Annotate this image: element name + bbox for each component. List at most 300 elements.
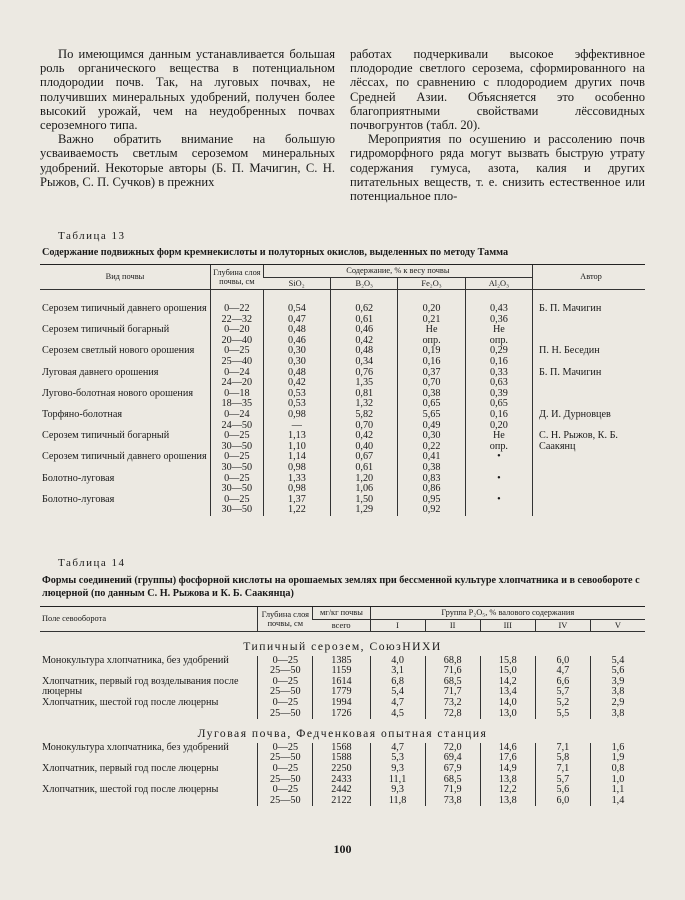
table-row [40,325,645,346]
cell-fe2o3 [398,495,465,516]
cell-line: 25—50 [270,686,301,698]
cell-line: 4,5 [391,707,404,719]
cell-depth [210,410,263,431]
header-group: Группа P₂O₅, % валового содержания [370,607,645,620]
table-14 [40,606,645,806]
cell-depth [210,346,263,367]
cell-line: 0,16 [422,355,441,367]
cell-line: 1568 [331,741,352,753]
cell-depth [258,677,313,698]
cell-line: 0,41 [422,451,441,463]
cell-line: 72,8 [443,707,462,719]
cell-line: 1,20 [355,472,374,484]
cell-g2 [425,785,480,806]
cell-line: 1,50 [355,493,374,505]
cell-line: 1,06 [355,483,374,495]
cell-line: 68,5 [443,675,462,687]
cell-depth [258,785,313,806]
cell-g2 [425,764,480,785]
cell-line: 15,8 [498,654,517,666]
cell-g5 [590,743,645,764]
cell-fe2o3 [398,325,465,346]
cell-depth [210,290,263,326]
cell-sio2 [263,290,330,326]
cell-line: Не [492,324,505,336]
cell-total [313,785,370,806]
cell-line: 1,13 [287,430,306,442]
cell-sio2 [263,410,330,431]
cell-line: 5,7 [556,686,570,698]
header-content: Содержание, % к весу почвы [263,265,532,278]
cell-b2o3 [331,410,398,431]
cell-g5 [590,785,645,806]
text-column-right [350,47,645,207]
cell-depth [210,368,263,389]
cell-line: 0,36 [489,313,508,325]
cell-line: 0,65 [422,398,441,410]
cell-line: 1,32 [355,398,374,410]
cell-line: опр. [489,334,508,346]
cell-line: 0—25 [224,345,250,357]
cell-line: 0—25 [272,762,299,774]
cell-line: 0—25 [224,430,250,442]
cell-b2o3 [331,346,398,367]
cell-line: 18—35 [221,398,253,410]
cell-g1 [370,785,425,806]
cell-g1 [370,698,425,719]
cell-line: 1,10 [287,440,306,452]
cell-line: 0—25 [272,741,299,753]
cell-fe2o3 [398,368,465,389]
cell-g3 [480,764,535,785]
cell-line [468,463,530,474]
cell-field: Хлопчатник, шестой год после люцерны [42,696,219,708]
cell-soil: Торфяно-болотная [42,408,123,420]
paragraph: Важно обратить внимание на большую усваиваемость светлым сероземом минеральных удобрений. Некоторые авторы (Б. П. Мачигин, С. Н. Рыжов, С. П. Сучков) в прежних [40,132,335,189]
cell-sio2 [263,431,330,452]
cell-depth [210,431,263,452]
cell-line: Не [425,324,438,336]
cell-line: 1994 [331,696,352,708]
cell-line: 0,46 [287,334,306,346]
cell-total [313,698,370,719]
cell-g4 [535,743,590,764]
cell-line: 0,76 [355,366,374,378]
cell-line: 0,39 [489,387,508,399]
cell-line: 1,35 [355,377,374,389]
header-soil: Вид почвы [40,265,210,290]
cell-line: 25—50 [270,665,301,677]
cell-line: 69,4 [443,752,462,764]
cell-g3 [480,743,535,764]
cell-line: 0,67 [355,451,374,463]
cell-line: 1614 [331,675,352,687]
cell-line: 7,1 [556,762,570,774]
cell-line: 1385 [331,654,352,666]
cell-line: 13,8 [498,773,517,785]
cell-al2o3 [465,346,532,367]
cell-line: 6,8 [391,675,404,687]
cell-g5 [590,698,645,719]
cell-line: 0,16 [489,408,508,420]
cell-line: 0,38 [422,461,441,473]
cell-line: 4,0 [391,654,404,666]
cell-g3 [480,656,535,677]
header-g3: III [480,619,535,632]
cell-fe2o3 [398,410,465,431]
cell-line: 0,37 [422,366,441,378]
cell-line: 5,4 [391,686,404,698]
cell-line: 2250 [331,762,352,774]
cell-line: • [497,472,501,484]
cell-author: С. Н. Рыжов, К. Б. Саакянц [533,431,645,452]
cell-line: 13,4 [498,686,517,698]
cell-line: 30—50 [221,440,253,452]
cell-line: 3,9 [611,675,625,687]
cell-line: 5,82 [355,408,374,420]
cell-line: 3,8 [611,686,625,698]
cell-depth [258,698,313,719]
cell-line: 12,2 [498,784,517,796]
cell-g4 [535,698,590,719]
table-row [40,656,645,677]
cell-line: 0,65 [489,398,508,410]
cell-line: 0—25 [224,451,250,463]
cell-line: 1726 [331,707,352,719]
cell-b2o3 [331,325,398,346]
cell-line: 0,47 [287,313,306,325]
cell-line: Не [492,430,505,442]
header-al2o3: Al₂O₃ [465,277,532,290]
cell-soil: Болотно-луговая [42,472,115,484]
cell-line: 14,2 [498,675,517,687]
cell-field: Хлопчатник, первый год после люцерны [42,762,219,774]
cell-line: 24—50 [221,419,253,431]
cell-depth [210,389,263,410]
cell-line: 1,22 [287,504,306,516]
cell-line: 5,4 [611,654,625,666]
cell-line: 0,63 [489,377,508,389]
cell-line: 6,0 [556,654,570,666]
cell-line: 13,8 [498,794,517,806]
cell-line: 5,3 [391,752,404,764]
cell-fe2o3 [398,389,465,410]
cell-line: 67,9 [443,762,462,774]
cell-line: 0,42 [355,334,374,346]
cell-line: 25—50 [270,707,301,719]
cell-line: 0,83 [422,472,441,484]
cell-line: 1,29 [355,504,374,516]
cell-line: 30—50 [221,461,253,473]
cell-g4 [535,677,590,698]
cell-depth [258,656,313,677]
text-column-left [40,47,335,207]
cell-field: Хлопчатник, шестой год после люцерны [42,784,219,796]
cell-line: 0,30 [422,430,441,442]
header-author: Автор [533,265,645,290]
header-fe2o3: Fe₂O₃ [398,277,465,290]
cell-line: 0—22 [224,303,250,314]
cell-sio2 [263,452,330,473]
cell-b2o3 [331,368,398,389]
table-13 [40,264,645,516]
cell-line: 1,14 [287,451,306,463]
table-row [40,346,645,367]
cell-line: 0,53 [287,387,306,399]
table-13-title: Содержание подвижных форм кремнекислоты и полуторных окислов, выделенных по методу Тамма [42,247,509,258]
cell-line: 25—40 [221,355,253,367]
cell-g3 [480,785,535,806]
cell-line: 0,61 [355,461,374,473]
table-row [40,410,645,431]
cell-line: 71,7 [443,686,462,698]
cell-line: 11,1 [388,773,407,785]
cell-total [313,677,370,698]
cell-al2o3 [465,325,532,346]
table-13-body [40,290,645,516]
cell-line: 0—25 [272,696,299,708]
cell-line: 0,20 [422,303,441,314]
cell-sio2 [263,389,330,410]
cell-depth [210,452,263,473]
cell-soil: Болотно-луговая [42,493,115,505]
cell-line: 0,46 [355,324,374,336]
cell-soil: Серозем типичный богарный [42,324,170,336]
cell-g2 [425,656,480,677]
cell-line: 25—50 [270,773,301,785]
cell-line: 1,1 [611,784,625,796]
cell-g2 [425,743,480,764]
cell-g1 [370,764,425,785]
cell-line: 0,38 [422,387,441,399]
cell-line: 0,42 [355,430,374,442]
cell-al2o3 [465,474,532,495]
cell-line: 0,21 [422,313,441,325]
table-row [40,743,645,764]
header-b2o3: B₂O₃ [331,277,398,290]
cell-line: 72,0 [443,741,462,753]
cell-line: 1,9 [611,752,625,764]
cell-line: 5,2 [556,696,570,708]
section-title: Типичный серозем, СоюзНИХИ [243,640,442,653]
cell-al2o3 [465,290,532,326]
cell-line: 30—50 [221,504,253,516]
cell-line: 25—50 [270,752,301,764]
cell-line: 14,9 [498,762,517,774]
cell-author: Б. П. Мачигин [533,290,645,326]
cell-line: 0—25 [224,493,250,505]
cell-g2 [425,698,480,719]
cell-line: 1779 [331,686,352,698]
cell-line: 0,54 [287,303,306,314]
cell-g4 [535,656,590,677]
cell-line: 0,70 [422,377,441,389]
header-depth: Глубина слоя почвы, см [258,607,313,632]
cell-sio2 [263,495,330,516]
cell-b2o3 [331,452,398,473]
cell-line: 0,49 [422,419,441,431]
cell-al2o3 [465,410,532,431]
cell-field: Хлопчатник, первый год возделывания после люцерны [42,675,239,698]
cell-line: 0—25 [272,784,299,796]
cell-soil: Серозем типичный богарный [42,430,170,442]
page-number: 100 [333,842,352,856]
cell-line: 0,70 [355,419,374,431]
cell-line: 0—25 [224,472,250,484]
cell-line: опр. [422,334,441,346]
cell-line: 9,3 [391,784,404,796]
cell-author [533,495,645,516]
section-row [40,719,645,743]
cell-b2o3 [331,431,398,452]
cell-line: 14,0 [498,696,517,708]
table-row [40,698,645,719]
cell-sio2 [263,346,330,367]
table-14-title: Формы соединений (группы) фосфорной кислоты на орошаемых землях при бессменной культуре хлопчатника и в севообороте с люцерной (по данным С. Н. Рыжова и К. Б. Саакянца) [42,575,640,599]
table-row [40,495,645,516]
cell-total [313,743,370,764]
cell-g5 [590,677,645,698]
paragraph: По имеющимся данным устанавливается большая роль органического вещества в потенциальном плодородии почв. Так, на луговых почвах, не получивших минеральных удобрений, получен более высокий урожай, чем на неудобренных почвах сероземного типа. [40,47,335,133]
cell-author [533,389,645,410]
cell-depth [258,743,313,764]
cell-line: 0,81 [355,387,374,399]
cell-line: 0—20 [224,324,250,336]
cell-al2o3 [465,368,532,389]
cell-line: 22—32 [221,313,253,325]
cell-line: 17,6 [498,752,517,764]
table-row [40,677,645,698]
cell-line: 0,33 [489,366,508,378]
cell-g1 [370,656,425,677]
cell-author [533,325,645,346]
cell-line: 73,8 [443,794,462,806]
header-field: Поле севооборота [40,607,258,632]
cell-b2o3 [331,290,398,326]
cell-line: — [291,419,302,431]
cell-line [468,505,530,516]
cell-line: 6,0 [556,794,570,806]
cell-line: 6,6 [556,675,570,687]
cell-line: 0,62 [355,303,374,314]
cell-soil: Серозем светлый нового орошения [42,345,195,357]
cell-line: 1588 [331,752,352,764]
cell-line: 0,19 [422,345,441,357]
cell-total [313,656,370,677]
cell-fe2o3 [398,474,465,495]
cell-line: 30—50 [221,483,253,495]
cell-line: 0,48 [287,366,306,378]
header-sio2: SiO₂ [263,277,330,290]
cell-fe2o3 [398,431,465,452]
cell-line: • [497,493,501,505]
cell-line: 13,0 [498,707,517,719]
cell-line: 0—25 [272,675,299,687]
cell-depth [258,764,313,785]
cell-line: 0—24 [224,366,250,378]
cell-line: 15,0 [498,665,517,677]
cell-line: 0—18 [224,387,250,399]
header-total: всего [313,619,370,632]
cell-line: 1,6 [611,741,625,753]
cell-al2o3 [465,431,532,452]
cell-line: 0,43 [489,303,508,314]
cell-g4 [535,785,590,806]
cell-g1 [370,743,425,764]
cell-al2o3 [465,452,532,473]
cell-line: 9,3 [391,762,404,774]
cell-field: Монокультура хлопчатника, без удобрений [42,654,229,666]
cell-depth [210,325,263,346]
cell-soil: Серозем типичный давнего орошения [42,451,207,463]
table-row [40,431,645,452]
cell-line: 0,16 [489,355,508,367]
header-mgkg: мг/кг почвы [313,607,370,620]
cell-line: 0,8 [611,762,625,774]
cell-fe2o3 [398,452,465,473]
cell-line: 2,9 [611,696,625,708]
cell-g5 [590,656,645,677]
cell-author: П. Н. Беседин [533,346,645,367]
cell-line: 0,48 [355,345,374,357]
cell-line: 0,98 [287,483,306,495]
cell-author [533,474,645,495]
cell-line: 68,5 [443,773,462,785]
cell-line: 0,30 [287,355,306,367]
cell-line: опр. [489,440,508,452]
cell-line: 5,5 [556,707,570,719]
cell-soil: Серозем типичный давнего орошения [42,303,207,314]
table-row [40,452,645,473]
cell-line: 7,1 [556,741,570,753]
cell-line: 4,7 [556,665,570,677]
cell-author [533,452,645,473]
header-g4: IV [535,619,590,632]
paragraph: Мероприятия по осушению и рассолению почв гидроморфного ряда могут вызвать быструю утрату содержания гумуса, азота, калия и других питательных веществ, т. е. снизить естественное или потенциальное пло- [350,132,645,204]
table-14-caption: Таблица 14 [58,557,126,569]
cell-line: 0,22 [422,440,441,452]
cell-line: 0—25 [272,654,299,666]
cell-g1 [370,677,425,698]
cell-fe2o3 [398,346,465,367]
cell-line: 5,8 [556,752,570,764]
cell-line: 0,86 [422,483,441,495]
table-row [40,290,645,326]
cell-line: 0—24 [224,408,250,420]
cell-author: Б. П. Мачигин [533,368,645,389]
cell-line: 5,7 [556,773,570,785]
cell-g2 [425,677,480,698]
cell-line: 1,4 [611,794,625,806]
table-row [40,764,645,785]
cell-line: 0,40 [355,440,374,452]
cell-line: 71,9 [443,784,462,796]
cell-line: 2442 [331,784,352,796]
table-row [40,785,645,806]
cell-field: Монокультура хлопчатника, без удобрений [42,741,229,753]
cell-line: 5,65 [422,408,441,420]
paragraph: работах подчеркивали высокое эффективное плодородие светлого серозема, сформированного на лёссах, по сравнению с плодородием других почв Средней Азии. Объясняется это особенно благоприятными свойствами лёссовидных почвогрунтов (табл. 20). [350,47,645,133]
cell-line: • [497,451,501,463]
cell-line: 0,29 [489,345,508,357]
cell-line: 4,7 [391,741,404,753]
cell-line: 5,6 [611,665,625,677]
header-g2: II [425,619,480,632]
cell-line: 2433 [331,773,352,785]
cell-b2o3 [331,495,398,516]
cell-line: 3,8 [611,707,625,719]
cell-line: 1,0 [611,773,625,785]
